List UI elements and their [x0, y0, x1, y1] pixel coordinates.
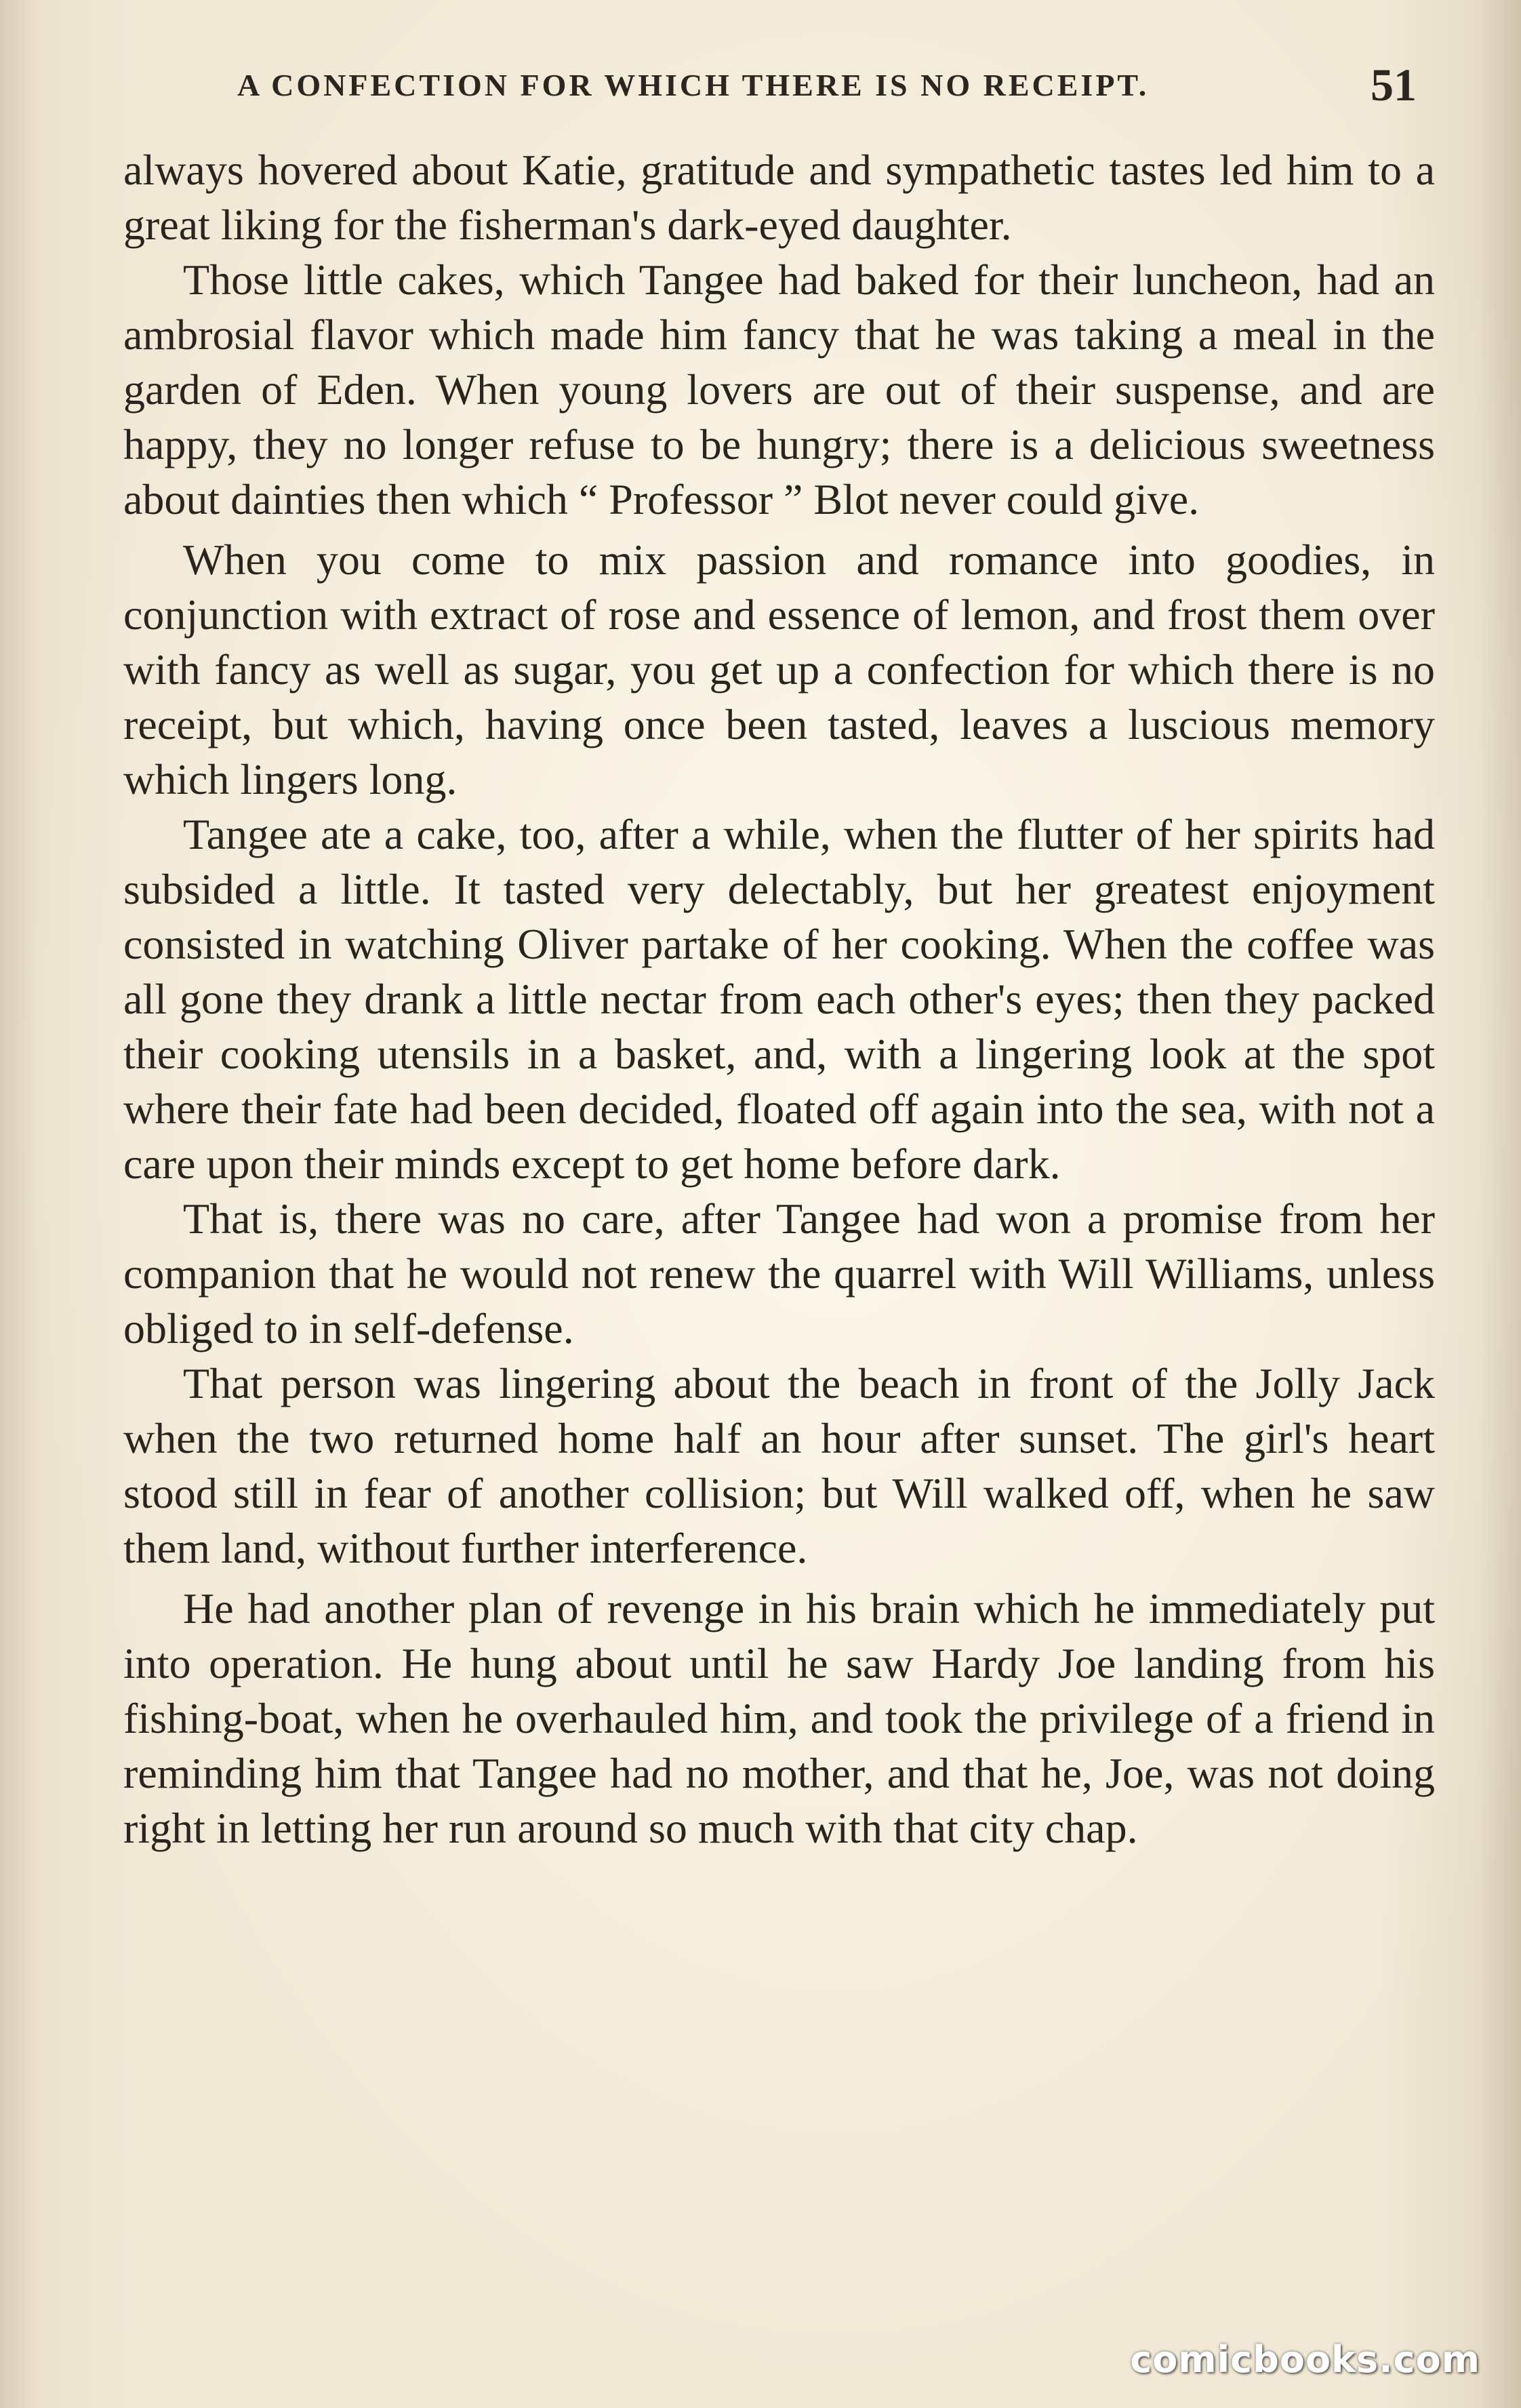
paragraph: When you come to mix passion and romance into goodies, in conjunction with extract of rose and essence of lemon, and frost them over with fancy as well as sugar, you get up a confection for which there is no receipt, but which, having once been tasted, leaves a luscious memory which lingers long. [123, 536, 1435, 803]
paragraph: He had another plan of revenge in his brain which he immediately put into operation. He hung about until he saw Hardy Joe landing from his fishing-boat, when he overhauled him, and took the privilege of a friend in reminding him that Tangee had no mother, and that he, Joe, was not doing right in letting her run around so much with that city chap. [123, 1584, 1435, 1852]
paragraph: That is, there was no care, after Tangee had won a promise from her companion that he would not renew the quarrel with Will Williams, unless obliged to in self-defense. [123, 1195, 1435, 1352]
paragraph: That person was lingering about the beach in front of the Jolly Jack when the two returned home half an hour after sunset. The girl's heart stood still in fear of another collision; but Will walked off, when he saw them land, without further interference. [123, 1359, 1435, 1572]
running-title: A CONFECTION FOR WHICH THERE IS NO RECEIPT. [237, 67, 1150, 102]
watermark: comicbooks.com [1130, 2338, 1480, 2381]
running-header [122, 47, 1430, 122]
paragraph: Those little cakes, which Tangee had baked for their luncheon, had an ambrosial flavor which made him fancy that he was taking a meal in the garden of Eden. When young lovers are out of their suspense, and are happy, they no longer refuse to be hungry; there is a delicious sweetness about dainties then which “ Professor ” Blot never could give. [123, 256, 1435, 523]
paragraph: Tangee ate a cake, too, after a while, when the flutter of her spirits had subsided a little. It tasted very delectably, but her greatest enjoyment consisted in watching Oliver partake of her cooking. When the coffee was all gone they drank a little nectar from each other's eyes; then they packed their cooking utensils in a basket, and, with a lingering look at the spot where their fate had been decided, floated off again into the sea, with not a care upon their minds except to get home before dark. [123, 810, 1435, 1188]
body-text [123, 142, 1435, 1855]
page-number: 51 [1371, 58, 1417, 111]
paragraph-continued: always hovered about Katie, gratitude and sympathetic tastes led him to a great liking for the fisherman's dark-eyed daughter. [123, 146, 1435, 249]
